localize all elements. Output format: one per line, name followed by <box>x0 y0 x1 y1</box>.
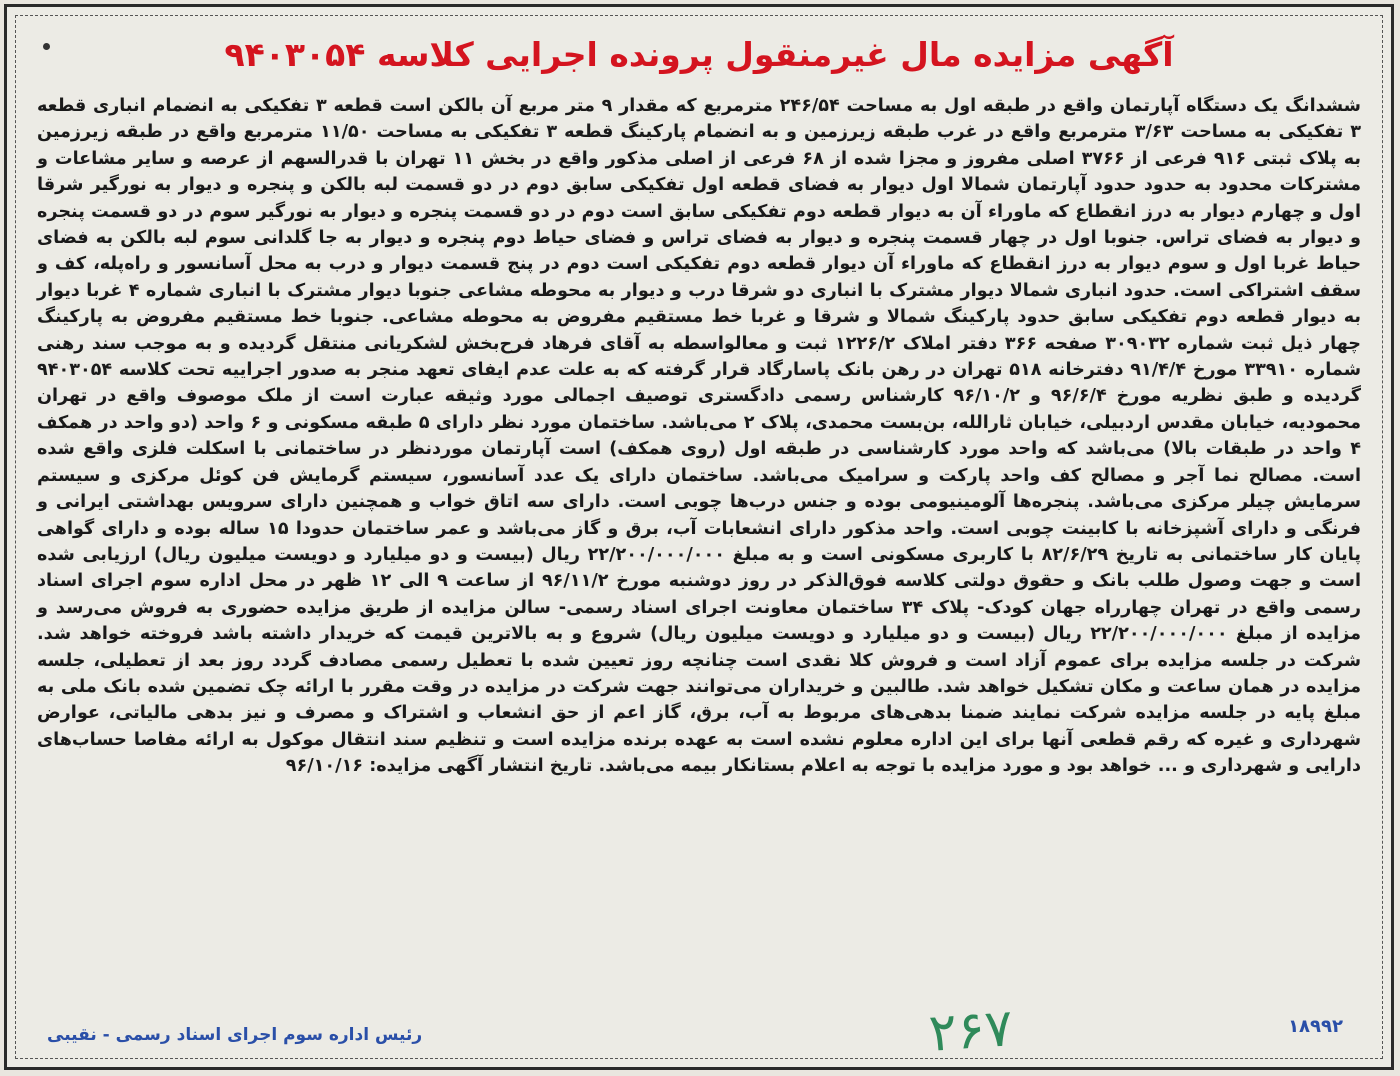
notice-title: آگهی مزایده مال غیرمنقول پرونده اجرایی کلاسه ۹۴۰۳۰۵۴ <box>224 35 1174 74</box>
newspaper-clipping <box>4 4 1394 1070</box>
handwritten-number: ۲۶۷ <box>927 998 1015 1064</box>
signature-line: رئیس اداره سوم اجرای اسناد رسمی - نقیبی <box>47 1025 423 1045</box>
serial-number: ۱۸۹۹۲ <box>1288 1016 1343 1037</box>
notice-body: ششدانگ یک دستگاه آپارتمان واقع در طبقه اول به مساحت ۲۴۶/۵۴ مترمربع که مقدار ۹ متر مربع آن بالکن است قطعه ۳ تفکیکی به انضمام انباری قطعه ۳ تفکیکی به مساحت ۳/۶۳ مترمربع واقع در غرب طبقه زیرزمین و به انضمام پارکینگ قطعه ۳ تفکیکی به مساحت ۱۱/۵۰ مترمربع واقع در طبقه زیرزمین به پلاک ثبتی ۹۱۶ فرعی از ۳۷۶۶ اصلی مفروز و مجزا شده از ۶۸ فرعی از اصلی مذکور واقع در بخش ۱۱ تهران با قدرالسهم از عرصه و سایر مشاعات و مشترکات محدود به حدود حدود آپارتمان شمالا اول دیوار به فضای قطعه اول تفکیکی سابق دوم در دو قسمت لبه بالکن و پنجره و دیوار به نورگیر شرقا اول و چهارم دیوار به درز انقطاع که ماوراء آن به دیوار قطعه دوم تفکیکی سابق است دوم در دو قسمت پنجره و دیوار به نورگیر سوم در دو قسمت پنجره و دیوار به فضای تراس. جنوبا اول در چهار قسمت پنجره و دیوار به فضای تراس و فضای حیاط دوم پنجره و دیوار به جا گلدانی سوم لبه بالکن به فضای حیاط غربا اول و سوم دیوار به درز انقطاع که ماوراء آن دیوار قطعه دوم تفکیکی است دوم در پنج قسمت دیوار و درب به محل آسانسور و راه‌پله، کف و سقف اشتراکی است. حدود انباری شمالا دیوار مشترک با انباری دو شرقا درب و دیوار به محوطه مشاعی جنوبا دیوار مشترک با انباری شماره ۴ غربا دیوار به دیوار قطعه دوم تفکیکی سابق حدود پارکینگ شمالا و شرقا و غربا خط مستقیم مفروض به محوطه مشاعی. جنوبا خط مستقیم مفروض به پارکینگ چهار ذیل ثبت شماره ۳۰۹۰۳۲ صفحه ۳۶۶ دفتر املاک ۱۲۲۶/۲ ثبت و معالواسطه به آقای فرهاد فرح‌بخش لشکریانی منتقل گردیده و به موجب سند رهنی شماره ۳۳۹۱۰ مورخ ۹۱/۴/۴ دفترخانه ۵۱۸ تهران در رهن بانک پاسارگاد قرار گرفته که به علت عدم ایفای تعهد منجر به صدور اجراییه تحت کلاسه ۹۴۰۳۰۵۴ گردیده و طبق نظریه مورخ ۹۶/۶/۴ و ۹۶/۱۰/۲ کارشناس رسمی دادگستری توصیف اجمالی مورد وثیقه عبارت است از ملک موصوف واقع در تهران محمودیه، خیابان مقدس اردبیلی، خیابان ثارالله، بن‌بست محمدی، پلاک ۲ می‌باشد. ساختمان مورد نظر دارای ۵ طبقه مسکونی و ۶ واحد (دو واحد در همکف ۴ واحد در طبقات بالا) می‌باشد که واحد مورد کارشناسی در طبقه اول (روی همکف) است آپارتمان موردنظر در ساختمانی با اسکلت فلزی واقع شده است. مصالح نما آجر و مصالح کف واحد پارکت و سرامیک می‌باشد. ساختمان دارای یک عدد آسانسور، سیستم گرمایش فن کوئل مرکزی و سیستم سرمایش چیلر مرکزی می‌باشد. پنجره‌ها آلومینیومی بوده و جنس درب‌ها چوبی است. دارای سه اتاق خواب و همچنین دارای سرویس بهداشتی ایرانی و فرنگی و دارای آشپزخانه با کابینت چوبی است. واحد مذکور دارای انشعابات آب، برق و گاز می‌باشد و عمر ساختمان حدودا ۱۵ ساله بوده و دارای گواهی پایان کار ساختمانی به تاریخ ۸۲/۶/۲۹ با کاربری مسکونی است و به مبلغ ۲۲/۲۰۰/۰۰۰/۰۰۰ ریال (بیست و دو میلیارد و دویست میلیون ریال) ارزیابی شده است و جهت وصول طلب بانک و حقوق دولتی کلاسه فوق‌الذکر در روز دوشنبه مورخ ۹۶/۱۱/۲ از ساعت ۹ الی ۱۲ ظهر در محل اداره سوم اجرای اسناد رسمی واقع در تهران چهارراه جهان کودک- پلاک ۳۴ ساختمان معاونت اجرای اسناد رسمی- سالن مزایده از طریق مزایده حضوری به فروش می‌رسد و مزایده از مبلغ ۲۲/۲۰۰/۰۰۰/۰۰۰ ریال (بیست و دو میلیارد و دویست میلیون ریال) شروع و به بالاترین قیمت که خریدار داشته باشد فروخته خواهد شد. شرکت در جلسه مزایده برای عموم آزاد است و فروش کلا نقدی است چنانچه روز تعیین شده با تعطیل رسمی مصادف گردد روز بعد از تعطیلی، جلسه مزایده در همان ساعت و مکان تشکیل خواهد شد. طالبین و خریداران می‌توانند جهت شرکت در مزایده در وقت مقرر با ارائه چک تضمین شده بانک ملی به مبلغ پایه در جلسه مزایده شرکت نمایند ضمنا بدهی‌های مربوط به آب، برق، گاز اعم از حق انشعاب و اشتراک و مصرف و نیز بدهی مالیاتی، عوارض شهرداری و غیره که رقم قطعی آنها برای این اداره معلوم نشده است به عهده برنده مزایده است و تنظیم سند انتقال موکول به ارائه مفاصا حساب‌های دارایی و شهرداری و ... خواهد بود و مورد مزایده با توجه به اعلام بستانکار بیمه می‌باشد. تاریخ انتشار آگهی مزایده: ۹۶/۱۰/۱۶ <box>37 96 1362 777</box>
